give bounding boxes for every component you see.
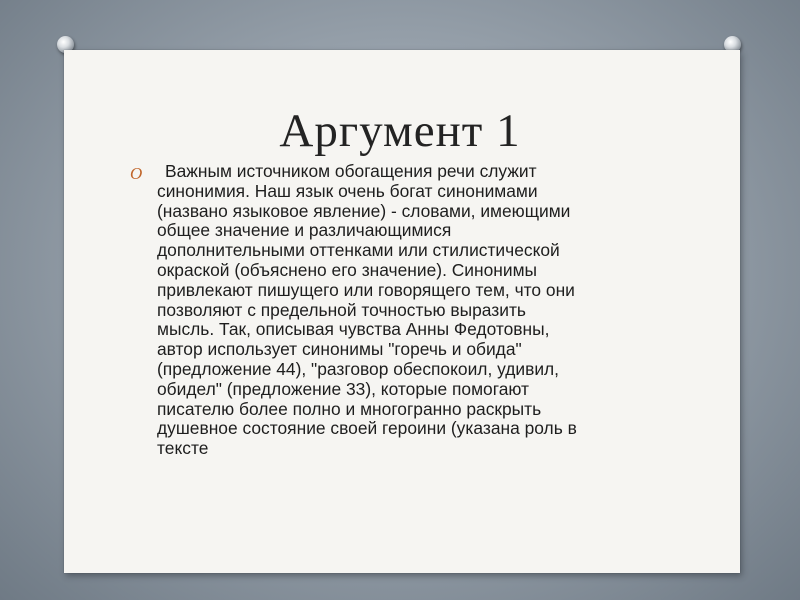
bullet-line: писателю более полно и многогранно раскрыть <box>157 398 542 419</box>
slide-title: Аргумент 1 <box>279 105 521 157</box>
bullet-line: обидел" (предложение 33), которые помогают <box>157 378 529 399</box>
bullet-line: (названо языковое явление) - словами, имеющими <box>157 200 571 221</box>
bullet-text <box>157 162 692 459</box>
bullet-line: привлекают пишущего или говорящего тем, что они <box>157 279 575 300</box>
bullet-line: окраской (объяснено его значение). Синонимы <box>157 259 538 280</box>
bullet-line: тексте <box>157 438 209 459</box>
bullet-line: Важным источником обогащения речи служит <box>165 161 537 181</box>
bullet-line: (предложение 44), "разговор обеспокоил, удивил, <box>157 358 560 379</box>
bullet-line: позволяют с предельной точностью выразить <box>157 299 526 320</box>
bullet-line: общее значение и различающимися <box>157 220 452 241</box>
bullet-line: мысль. Так, описывая чувства Анны Федотовны, <box>157 319 550 340</box>
bullet-line: дополнительными оттенками или стилистической <box>157 240 560 261</box>
bullet-line: автор использует синонимы "горечь и обида" <box>157 339 522 360</box>
bullet-line: синонимия. Наш язык очень богат синонимами <box>157 180 538 201</box>
bullet-line: душевное состояние своей героини (указана роль в <box>157 418 577 439</box>
bullet-marker: O <box>130 164 143 183</box>
